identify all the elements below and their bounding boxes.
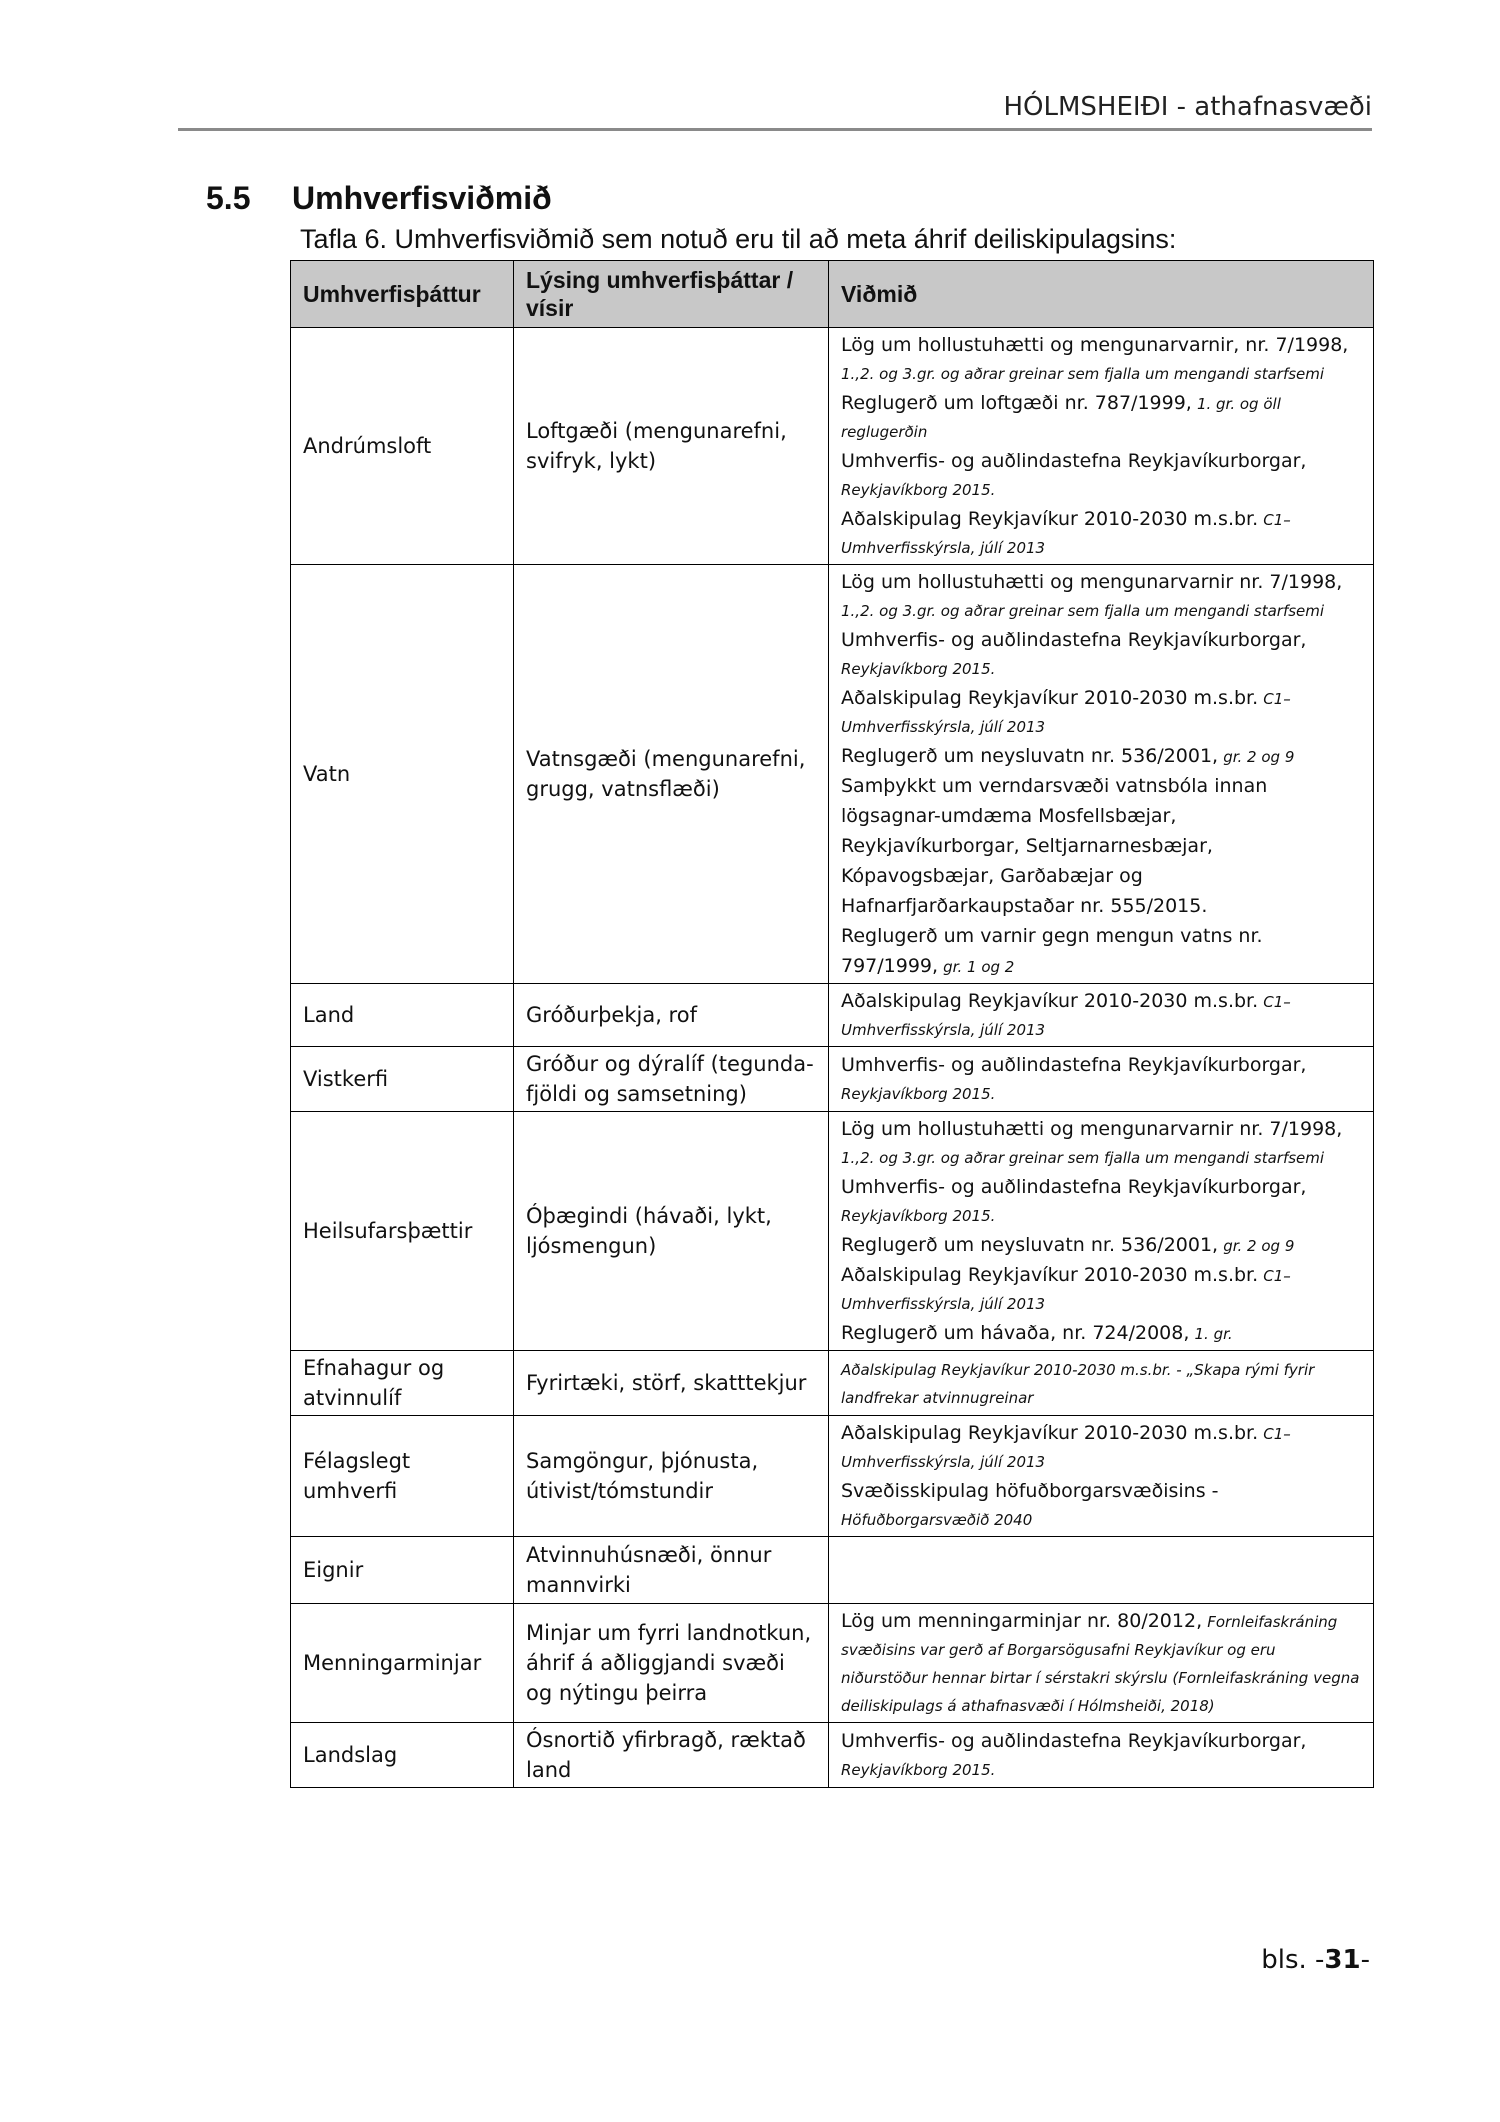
criteria-entry <box>841 771 1361 921</box>
criteria-main-text: Lög um menningarminjar nr. 80/2012, <box>841 1610 1203 1632</box>
table-row <box>291 1112 1374 1351</box>
criteria-entry <box>841 741 1361 771</box>
table-row <box>291 1047 1374 1112</box>
cell-factor: Andrúmsloft <box>291 328 514 565</box>
page-prefix: bls. - <box>1261 1945 1325 1975</box>
table-row <box>291 565 1374 984</box>
page-number-value: 31 <box>1324 1945 1361 1975</box>
criteria-entry <box>841 1354 1361 1412</box>
cell-criteria <box>829 1416 1374 1537</box>
criteria-entry <box>841 1114 1361 1172</box>
cell-criteria <box>829 328 1374 565</box>
criteria-note-text: Reykjavíkborg 2015. <box>841 1761 996 1779</box>
criteria-main-text: Reglugerð um neysluvatn nr. 536/2001, <box>841 745 1219 767</box>
table-caption: Tafla 6. Umhverfisviðmið sem notuð eru til að meta áhrif deiliskipulagsins: <box>300 224 1177 254</box>
criteria-main-text: Umhverfis- og auðlindastefna Reykjavíkurborgar, <box>841 1054 1307 1076</box>
cell-description: Vatnsgæði (mengunarefni, grugg, vatnsflæði) <box>514 565 829 984</box>
criteria-main-text: Umhverfis- og auðlindastefna Reykjavíkurborgar, <box>841 629 1307 651</box>
criteria-note-text: C1–Umhverfisskýrsla, júlí 2013 <box>841 1425 1291 1471</box>
criteria-note-text: Fornleifaskráning svæðisins var gerð af Borgarsögusafni Reykjavíkur og eru niðurstöður hennar birtar í sérstakri skýrslu (Fornleifaskráning vegna deiliskipulags á athafnasvæði í Hólmsheiði, 2018) <box>841 1613 1360 1715</box>
table-row <box>291 984 1374 1047</box>
criteria-main-text: Reglugerð um hávaða, nr. 724/2008, <box>841 1322 1190 1344</box>
criteria-note-text: Aðalskipulag Reykjavíkur 2010-2030 m.s.br. - „Skapa rými fyrir landfrekar atvinnugreinar <box>841 1361 1315 1407</box>
criteria-entry <box>841 683 1361 741</box>
cell-description: Atvinnuhúsnæði, önnur mannvirki <box>514 1537 829 1604</box>
criteria-entry <box>841 567 1361 625</box>
criteria-note-text: C1–Umhverfisskýrsla, júlí 2013 <box>841 511 1291 557</box>
table-row <box>291 328 1374 565</box>
criteria-main-text: Aðalskipulag Reykjavíkur 2010-2030 m.s.br. <box>841 687 1259 709</box>
criteria-main-text: Umhverfis- og auðlindastefna Reykjavíkurborgar, <box>841 1176 1307 1198</box>
criteria-entry <box>841 1606 1361 1720</box>
criteria-main-text: Samþykkt um verndarsvæði vatnsbóla innan lögsagnar-umdæma Mosfellsbæjar, Reykjavíkurborgar, Seltjarnarnesbæjar, Kópavogsbæjar, Garðabæjar og Hafnarfjarðarkaupstaðar nr. 555/2015. <box>841 775 1268 917</box>
criteria-main-text: Lög um hollustuhætti og mengunarvarnir, nr. 7/1998, <box>841 334 1349 356</box>
cell-factor: Eignir <box>291 1537 514 1604</box>
criteria-entry <box>841 1726 1361 1784</box>
criteria-note-text: 1.,2. og 3.gr. og aðrar greinar sem fjalla um mengandi starfsemi <box>841 1149 1325 1167</box>
column-header-criteria: Viðmið <box>829 261 1374 328</box>
section-title: Umhverfisviðmið <box>292 180 552 216</box>
cell-factor: Menningarminjar <box>291 1604 514 1723</box>
criteria-note-text: C1–Umhverfisskýrsla, júlí 2013 <box>841 993 1291 1039</box>
cell-criteria <box>829 1537 1374 1604</box>
criteria-note-text: Reykjavíkborg 2015. <box>841 1207 996 1225</box>
criteria-main-text: Aðalskipulag Reykjavíkur 2010-2030 m.s.br. <box>841 1422 1259 1444</box>
cell-description: Minjar um fyrri landnotkun, áhrif á aðliggjandi svæði og nýtingu þeirra <box>514 1604 829 1723</box>
cell-description: Óþægindi (hávaði, lykt, ljósmengun) <box>514 1112 829 1351</box>
criteria-main-text: Reglugerð um neysluvatn nr. 536/2001, <box>841 1234 1219 1256</box>
cell-criteria <box>829 1112 1374 1351</box>
cell-criteria <box>829 1047 1374 1112</box>
criteria-note-text: Reykjavíkborg 2015. <box>841 1085 996 1103</box>
cell-description: Fyrirtæki, störf, skatttekjur <box>514 1351 829 1416</box>
criteria-note-text: 1. gr. og öll reglugerðin <box>841 395 1281 441</box>
cell-factor: Vatn <box>291 565 514 984</box>
criteria-main-text: Umhverfis- og auðlindastefna Reykjavíkurborgar, <box>841 450 1307 472</box>
cell-description: Ósnortið yfirbragð, ræktað land <box>514 1723 829 1788</box>
table-row <box>291 1537 1374 1604</box>
cell-description: Gróður og dýralíf (tegunda-fjöldi og samsetning) <box>514 1047 829 1112</box>
criteria-main-text: Aðalskipulag Reykjavíkur 2010-2030 m.s.br. <box>841 990 1259 1012</box>
cell-criteria <box>829 1604 1374 1723</box>
table-body <box>291 328 1374 1788</box>
criteria-note-text: C1–Umhverfisskýrsla, júlí 2013 <box>841 1267 1291 1313</box>
criteria-note-text: gr. 2 og 9 <box>1223 748 1295 766</box>
cell-factor: Efnahagur og atvinnulíf <box>291 1351 514 1416</box>
cell-factor: Land <box>291 984 514 1047</box>
criteria-entry <box>841 1050 1361 1108</box>
criteria-entry <box>841 1418 1361 1476</box>
criteria-main-text: Svæðisskipulag höfuðborgarsvæðisins - <box>841 1480 1219 1502</box>
cell-description: Gróðurþekja, rof <box>514 984 829 1047</box>
criteria-entry <box>841 986 1361 1044</box>
table-row <box>291 1416 1374 1537</box>
cell-criteria <box>829 565 1374 984</box>
section-heading <box>206 180 552 217</box>
criteria-entry <box>841 625 1361 683</box>
criteria-note-text: Reykjavíkborg 2015. <box>841 660 996 678</box>
column-header-factor: Umhverfisþáttur <box>291 261 514 328</box>
cell-factor: Heilsufarsþættir <box>291 1112 514 1351</box>
criteria-note-text: 1. gr. <box>1194 1325 1233 1343</box>
section-number: 5.5 <box>206 180 251 216</box>
criteria-entry <box>841 1476 1361 1534</box>
cell-criteria <box>829 1723 1374 1788</box>
criteria-entry <box>841 446 1361 504</box>
criteria-entry <box>841 388 1361 446</box>
column-header-description: Lýsing umhverfisþáttar / vísir <box>514 261 829 328</box>
criteria-note-text: 1.,2. og 3.gr. og aðrar greinar sem fjalla um mengandi starfsemi <box>841 602 1325 620</box>
cell-criteria <box>829 984 1374 1047</box>
criteria-main-text: Reglugerð um loftgæði nr. 787/1999, <box>841 392 1192 414</box>
criteria-main-text: Lög um hollustuhætti og mengunarvarnir nr. 7/1998, <box>841 571 1343 593</box>
criteria-entry <box>841 921 1361 981</box>
page-number <box>1261 1945 1370 1975</box>
criteria-main-text: Aðalskipulag Reykjavíkur 2010-2030 m.s.br. <box>841 1264 1259 1286</box>
environment-criteria-table <box>290 260 1374 1788</box>
criteria-entry <box>841 330 1361 388</box>
cell-description: Loftgæði (mengunarefni, svifryk, lykt) <box>514 328 829 565</box>
cell-description: Samgöngur, þjónusta, útivist/tómstundir <box>514 1416 829 1537</box>
table-row <box>291 1351 1374 1416</box>
criteria-main-text: Reglugerð um varnir gegn mengun vatns nr. 797/1999, <box>841 925 1263 977</box>
page-suffix: - <box>1360 1945 1370 1975</box>
cell-factor: Félagslegt umhverfi <box>291 1416 514 1537</box>
criteria-note-text: 1.,2. og 3.gr. og aðrar greinar sem fjalla um mengandi starfsemi <box>841 365 1325 383</box>
criteria-entry <box>841 504 1361 562</box>
criteria-entry <box>841 1318 1361 1348</box>
criteria-note-text: gr. 1 og 2 <box>943 958 1015 976</box>
criteria-main-text: Umhverfis- og auðlindastefna Reykjavíkurborgar, <box>841 1730 1307 1752</box>
criteria-main-text: Lög um hollustuhætti og mengunarvarnir nr. 7/1998, <box>841 1118 1343 1140</box>
table-row <box>291 1723 1374 1788</box>
criteria-main-text: Aðalskipulag Reykjavíkur 2010-2030 m.s.br. <box>841 508 1259 530</box>
criteria-note-text: Reykjavíkborg 2015. <box>841 481 996 499</box>
table-header-row <box>291 261 1374 328</box>
criteria-note-text: gr. 2 og 9 <box>1223 1237 1295 1255</box>
criteria-note-text: C1–Umhverfisskýrsla, júlí 2013 <box>841 690 1291 736</box>
header-rule <box>178 128 1372 131</box>
criteria-entry <box>841 1172 1361 1230</box>
cell-factor: Vistkerfi <box>291 1047 514 1112</box>
cell-criteria <box>829 1351 1374 1416</box>
running-header: HÓLMSHEIÐI - athafnasvæði <box>1003 92 1372 122</box>
table-row <box>291 1604 1374 1723</box>
cell-factor: Landslag <box>291 1723 514 1788</box>
criteria-entry <box>841 1230 1361 1260</box>
criteria-note-text: Höfuðborgarsvæðið 2040 <box>841 1511 1033 1529</box>
criteria-entry <box>841 1260 1361 1318</box>
